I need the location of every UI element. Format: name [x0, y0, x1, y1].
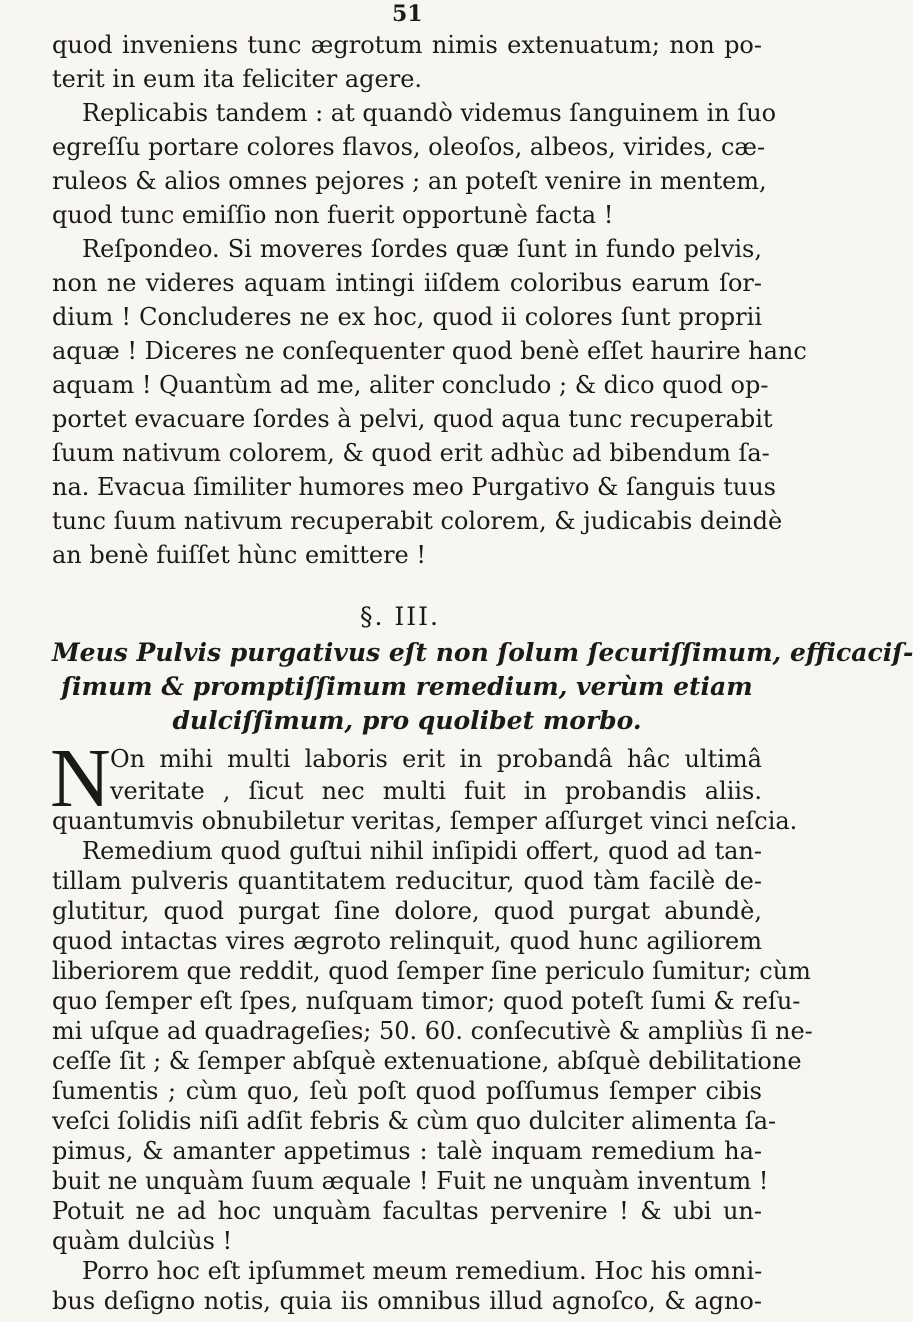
text-line: tunc ſuum nativum recuperabit colorem, & judicabis deindè [52, 507, 783, 535]
text-line: egreſſu portare colores flavos, oleoſos, albeos, virides, cæ- [52, 133, 766, 161]
text-line: pimus, & amanter appetimus : talè inquam remedium ha- [52, 1137, 762, 1165]
page-number: 51 [392, 1, 423, 27]
text-line: buit ne unquàm ſuum æquale ! Fuit ne unquàm inventum ! [52, 1167, 769, 1195]
text-line: Reſpondeo. Si moveres ſordes quæ ſunt in fundo pelvis, [82, 235, 762, 263]
section-title-line: dulciſſimum, pro quolibet morbo. [172, 706, 642, 735]
section-title-line: ſimum & promptiſſimum remedium, verùm etiam [61, 672, 753, 701]
text-line: quo ſemper eſt ſpes, nuſquam timor; quod poteſt ſumi & reſu- [52, 987, 801, 1015]
text-line: ſuum nativum colorem, & quod erit adhùc ad bibendum ſa- [52, 439, 770, 467]
text-line: On mihi multi laboris erit in probandâ hâc ultimâ [110, 745, 762, 773]
text-line: liberiorem que reddit, quod ſemper ſine periculo ſumitur; cùm [52, 957, 811, 985]
text-line: aquæ ! Diceres ne conſequenter quod benè eſſet haurire hanc [52, 337, 807, 365]
text-line: dium ! Concluderes ne ex hoc, quod ii colores ſunt proprii [52, 303, 762, 331]
text-line: quod inveniens tunc ægrotum nimis extenuatum; non po- [52, 31, 762, 59]
text-line: portet evacuare ſordes à pelvi, quod aqua tunc recuperabit [52, 405, 773, 433]
text-line: Remedium quod guſtui nihil inſipidi offert, quod ad tan- [82, 837, 762, 865]
text-line: Replicabis tandem : at quandò videmus ſanguinem in ſuo [82, 99, 777, 127]
section-title-line: Meus Pulvis purgativus eſt non ſolum ſecuriſſimum, efficaciſ- [52, 638, 913, 667]
text-line: quod intactas vires ægroto relinquit, quod hunc agiliorem [52, 927, 762, 955]
text-line: veſci ſolidis niſi adſit febris & cùm quo dulciter alimenta ſa- [52, 1107, 777, 1135]
text-line: ruleos & alios omnes pejores ; an poteſt venire in mentem, [52, 167, 767, 195]
text-line: quàm dulciùs ! [52, 1227, 233, 1255]
text-line: quantumvis obnubiletur veritas, ſemper aſſurget vinci neſcia. [52, 807, 798, 835]
text-line: tillam pulveris quantitatem reducitur, quod tàm facilè de- [52, 867, 762, 895]
text-line: veritate , ſicut nec multi fuit in probandis aliis. [110, 777, 762, 805]
text-line: non ne videres aquam intingi iiſdem coloribus earum ſor- [52, 269, 762, 297]
text-line: Potuit ne ad hoc unquàm facultas pervenire ! & ubi un- [52, 1197, 762, 1225]
text-line: bus deſigno notis, quia iis omnibus illud agnoſco, & agno- [52, 1287, 762, 1315]
text-line: aquam ! Quantùm ad me, aliter concludo ; & dico quod op- [52, 371, 769, 399]
text-line: terit in eum ita feliciter agere. [52, 65, 423, 93]
drop-capital: N [50, 732, 111, 825]
text-line: glutitur, quod purgat ſine dolore, quod purgat abundè, [52, 897, 762, 925]
text-line: quod tunc emiſſio non fuerit opportunè facta ! [52, 201, 614, 229]
text-line: na. Evacua ſimiliter humores meo Purgativo & ſanguis tuus [52, 473, 776, 501]
section-heading: §. III. [360, 602, 440, 631]
text-line: mi uſque ad quadrageſies; 50. 60. conſecutivè & ampliùs ſi ne- [52, 1017, 813, 1045]
text-line: Porro hoc eſt ipſummet meum remedium. Hoc his omni- [82, 1257, 763, 1285]
text-line: an benè fuiſſet hùnc emittere ! [52, 541, 427, 569]
text-line: ſumentis ; cùm quo, ſeù poſt quod poſſumus ſemper cibis [52, 1077, 762, 1105]
text-line: ceſſe ſit ; & ſemper abſquè extenuatione, abſquè debilitatione [52, 1047, 802, 1075]
